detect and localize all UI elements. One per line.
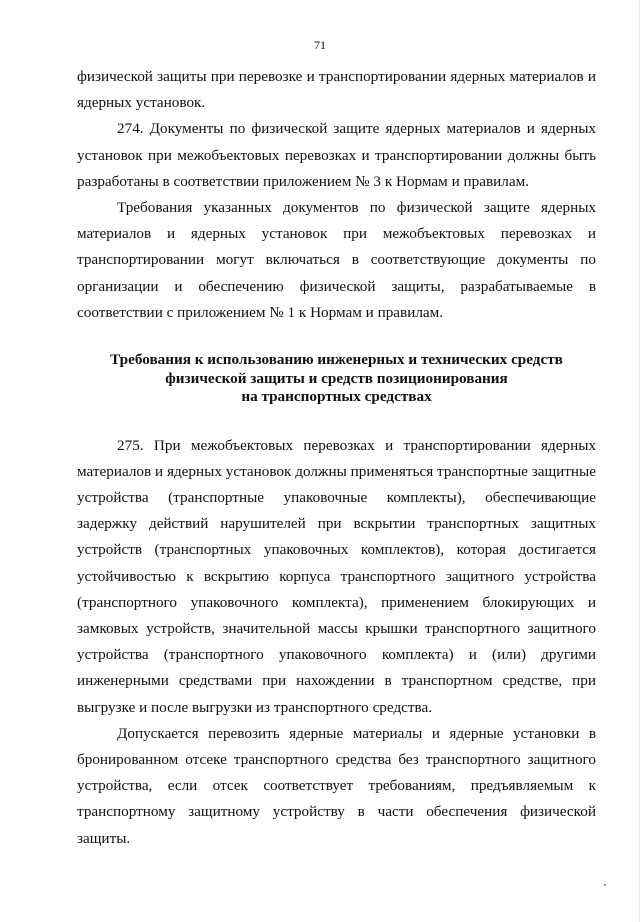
paragraph-275: 275. При межобъектовых перевозках и транспортировании ядерных материалов и ядерных установок должны применяться транспортные защитные устройства (транспортные упаковочные комплекты), обеспечивающие задержку действий нарушителей при вскрытии транспортных защитных устройств (транспортных упаковочных комплектов), которая достигается устойчивостью к вскрытию корпуса транспортного защитного устройства (транспортного упаковочного комплекта), применением блокирующих и замковых устройств, значительной массы крышки транспортного защитного устройства (транспортного упаковочного комплекта) и (или) другими инженерными средствами при нахождении в транспортном средстве, при выгрузке и после выгрузки из транспортного средства. (77, 436, 596, 716)
section-heading-line-3: на транспортных средствах (241, 388, 432, 406)
section-heading-line-1: Требования к использованию инженерных и технических средств (110, 351, 563, 369)
paragraph-274: 274. Документы по физической защите ядерных материалов и ядерных установок при межобъектовых перевозках и транспортировании должны быть разработаны в соответствии приложением № 3 к Нормам и правилам. (77, 120, 596, 190)
continuation-paragraph: физической защиты при перевозке и транспортировании ядерных материалов и ядерных установок. (77, 68, 596, 112)
page-number: 71 (314, 38, 326, 52)
requirements-paragraph: Требования указанных документов по физической защите ядерных материалов и ядерных установок при межобъектовых перевозках и транспортировании могут включаться в соответствующие документы по организации и обеспечению физической защиты, разрабатываемые в соответствии с приложением № 1 к Нормам и правилам. (77, 199, 596, 321)
section-heading-line-2: физической защиты и средств позиционирования (165, 369, 508, 387)
allowed-transport-paragraph: Допускается перевозить ядерные материалы и ядерные установки в бронированном отсеке транспортного средства без транспортного защитного устройства, если отсек соответствует требованиям, предъявляемым к транспортному защитному устройству в части обеспечения физической защиты. (77, 724, 596, 847)
section-heading (77, 351, 596, 407)
page-body (77, 64, 596, 852)
scan-speck (604, 884, 606, 886)
